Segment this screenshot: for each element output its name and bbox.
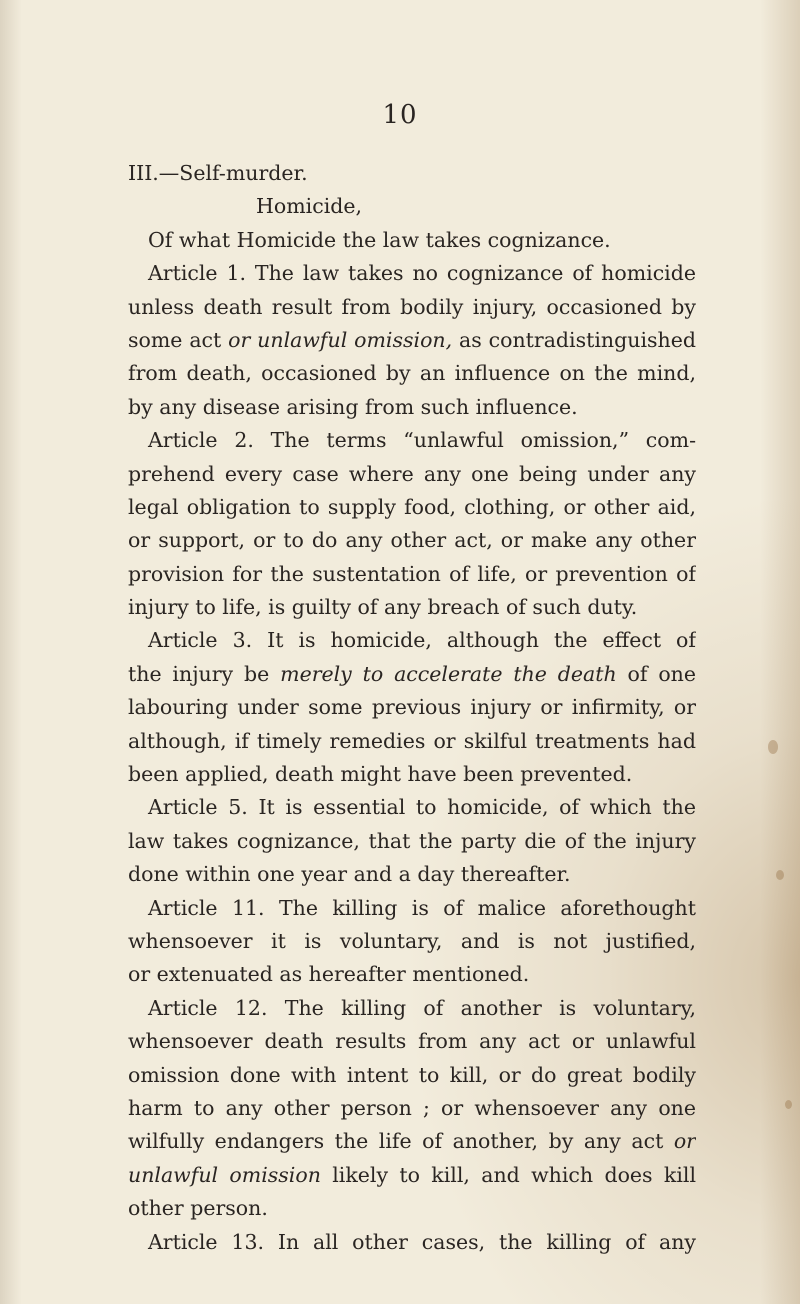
- text-line: whensoever death results from any act or unlawful: [128, 1029, 696, 1054]
- text-line: labouring under some previous injury or infirmity, or: [128, 695, 696, 720]
- page-number: 10: [382, 100, 418, 130]
- text-line: other person.: [128, 1196, 268, 1221]
- text-line: Article 11. The killing is of malice aforethought: [148, 895, 696, 920]
- text-line: Article 1. The law takes no cognizance of homicide: [148, 261, 696, 286]
- foxing-spot: [785, 1100, 792, 1109]
- text-line: [128, 1159, 696, 1192]
- text-line: unless death result from bodily injury, occasioned by: [128, 294, 696, 319]
- text-line: been applied, death might have been prevented.: [128, 762, 633, 787]
- page-body: [128, 157, 696, 1259]
- text-line: whensoever it is voluntary, and is not justified,: [128, 928, 696, 953]
- text-line: or extenuated as hereafter mentioned.: [128, 962, 530, 987]
- text-line: Article 2. The terms “unlawful omission,” com-: [148, 428, 696, 453]
- text-run: of one: [616, 661, 696, 686]
- text-line: Article 12. The killing of another is voluntary,: [148, 995, 696, 1020]
- text-line: law takes cognizance, that the party die of the injury: [128, 828, 696, 853]
- text-line: from death, occasioned by an influence on the mind,: [128, 361, 696, 386]
- text-run: the injury be: [128, 661, 281, 686]
- text-line: done within one year and a day thereafter.: [128, 862, 571, 887]
- text-line: [128, 658, 696, 691]
- text-line: or support, or to do any other act, or make any other: [128, 528, 696, 553]
- text-line: [128, 324, 696, 357]
- italic-run: or: [673, 1129, 696, 1154]
- text-run: as contradistinguished: [452, 327, 696, 352]
- text-run: some act: [128, 327, 229, 352]
- text-line: provision for the sustentation of life, or prevention of: [128, 561, 696, 586]
- homicide-subheading: Of what Homicide the law takes cognizance.: [148, 227, 611, 252]
- foxing-spot: [768, 740, 778, 754]
- text-line: legal obligation to supply food, clothing, or other aid,: [128, 494, 696, 519]
- section-heading: III.—Self-murder.: [128, 161, 308, 185]
- text-line: injury to life, is guilty of any breach of such duty.: [128, 595, 638, 620]
- text-run: likely to kill, and which does kill: [332, 1162, 696, 1187]
- text-line: omission done with intent to kill, or do great bodily: [128, 1062, 696, 1087]
- text-line: harm to any other person ; or whensoever any one: [128, 1095, 696, 1120]
- text-line: although, if timely remedies or skilful treatments had: [128, 728, 696, 753]
- italic-run: or unlawful omission,: [228, 327, 453, 352]
- italic-run: unlawful omission: [128, 1162, 321, 1187]
- text-line: Article 13. In all other cases, the killing of any: [148, 1229, 696, 1254]
- homicide-heading: Homicide,: [256, 194, 363, 219]
- text-line: by any disease arising from such influence.: [128, 394, 578, 419]
- text-line: prehend every case where any one being under any: [128, 461, 696, 486]
- italic-run: merely to accelerate the death: [280, 661, 617, 686]
- text-run: wilfully endangers the life of another, by any act: [128, 1129, 674, 1154]
- text-line: Article 5. It is essential to homicide, of which the: [148, 795, 696, 820]
- foxing-spot: [776, 870, 784, 880]
- text-line: [128, 1125, 696, 1158]
- text-line: Article 3. It is homicide, although the effect of: [148, 628, 696, 653]
